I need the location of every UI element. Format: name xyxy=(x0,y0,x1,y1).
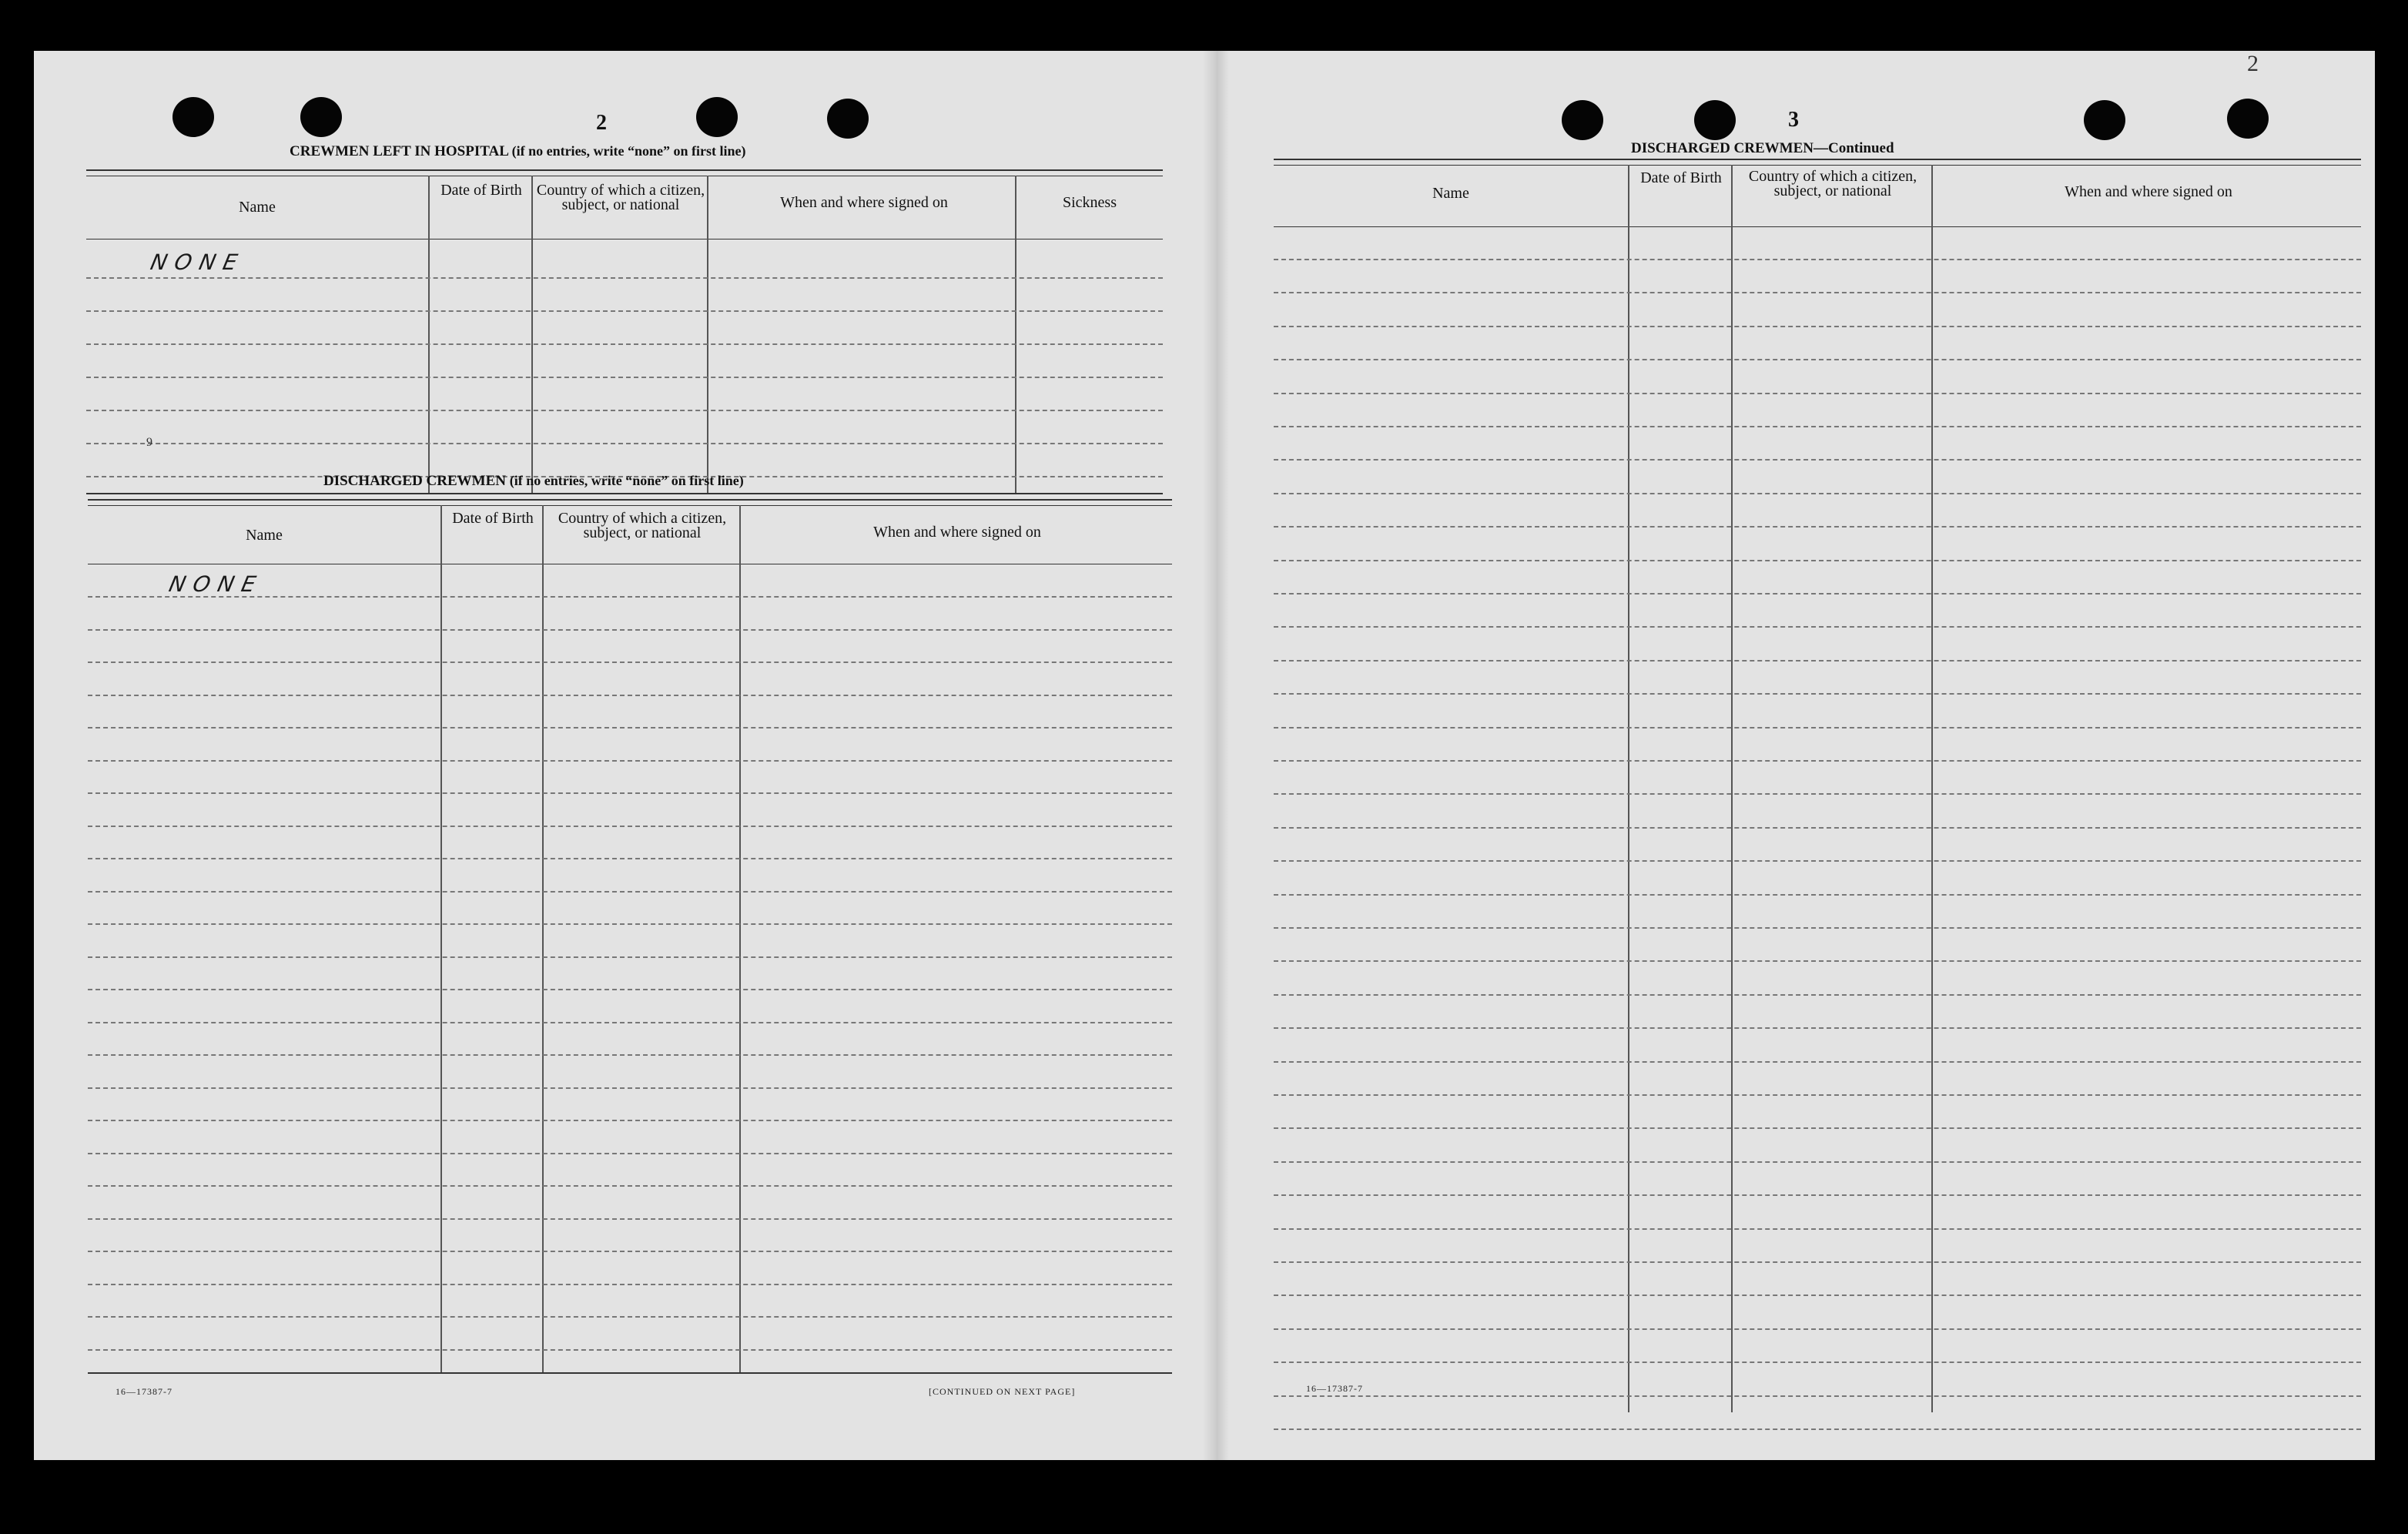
column-header-country: Country of which a citizen, subject, or national xyxy=(536,182,705,213)
entry-line xyxy=(88,923,1172,925)
punch-hole xyxy=(2084,100,2125,140)
entry-line xyxy=(86,443,1163,444)
entry-line xyxy=(1274,660,2361,661)
section-title-note: (if no entries, write “none” on first line) xyxy=(509,473,744,488)
entry-line xyxy=(86,310,1163,312)
entry-line xyxy=(88,695,1172,696)
table-rule xyxy=(88,499,1172,501)
entry-line xyxy=(1274,927,2361,929)
document-sheet xyxy=(34,51,2375,1460)
entry-line xyxy=(1274,1428,2361,1430)
entry-line xyxy=(1274,626,2361,628)
entry-line xyxy=(88,1284,1172,1285)
column-divider xyxy=(739,505,741,1372)
entry-line xyxy=(88,956,1172,958)
entry-line xyxy=(88,760,1172,762)
table-rule xyxy=(1274,226,2361,227)
entry-line xyxy=(1274,894,2361,896)
entry-line xyxy=(1274,1127,2361,1129)
column-divider xyxy=(707,176,708,494)
column-header-country: Country of which a citizen, subject, or national xyxy=(1748,168,1917,199)
entry-line xyxy=(1274,1295,2361,1296)
entry-line xyxy=(1274,827,2361,829)
entry-line xyxy=(88,858,1172,859)
punch-hole xyxy=(300,97,342,137)
column-header-name: Name xyxy=(239,199,276,216)
section-title-note: (if no entries, write “none” on first line) xyxy=(511,143,746,159)
handwritten-entry: NONE xyxy=(148,250,248,275)
column-divider xyxy=(1731,165,1733,1412)
section-title xyxy=(290,143,746,160)
entry-line xyxy=(1274,493,2361,494)
entry-line xyxy=(1274,1228,2361,1230)
page-number: 3 xyxy=(1788,108,1799,132)
entry-line xyxy=(86,410,1163,411)
entry-line xyxy=(1274,292,2361,293)
table-rule xyxy=(86,169,1163,171)
punch-hole xyxy=(1562,100,1603,140)
column-header-sickness: Sickness xyxy=(1063,194,1117,211)
entry-line xyxy=(1274,760,2361,762)
column-header-name: Name xyxy=(246,527,283,544)
entry-line xyxy=(1274,1094,2361,1096)
hospital-table xyxy=(86,169,1163,497)
column-divider xyxy=(1628,165,1629,1412)
entry-line xyxy=(88,826,1172,827)
column-divider xyxy=(1931,165,1933,1412)
punch-hole xyxy=(1694,100,1736,140)
entry-line xyxy=(88,661,1172,663)
entry-line xyxy=(88,1251,1172,1252)
entry-line xyxy=(1274,793,2361,795)
entry-line xyxy=(1274,326,2361,327)
punch-hole xyxy=(827,99,869,139)
entry-line xyxy=(1274,426,2361,427)
discharged-table xyxy=(88,499,1172,1377)
entry-line xyxy=(1274,727,2361,728)
table-rule xyxy=(88,1372,1172,1374)
entry-line xyxy=(1274,1027,2361,1029)
entry-line xyxy=(88,1054,1172,1056)
page-number: 2 xyxy=(596,111,607,135)
column-divider xyxy=(531,176,533,494)
entry-line xyxy=(1274,526,2361,528)
column-header-signed-on: When and where signed on xyxy=(2065,183,2232,200)
discharged-continued-table xyxy=(1274,159,2361,1422)
section-title: DISCHARGED CREWMEN—Continued xyxy=(1631,140,1894,156)
entry-line xyxy=(88,1022,1172,1023)
entry-line xyxy=(1274,1395,2361,1397)
margin-mark: 9 xyxy=(146,436,152,449)
column-header-date-of-birth: Date of Birth xyxy=(452,510,534,527)
table-rule xyxy=(88,505,1172,506)
column-header-date-of-birth: Date of Birth xyxy=(1640,169,1722,186)
form-number: 16—17387-7 xyxy=(116,1386,172,1397)
entry-line xyxy=(88,1218,1172,1220)
entry-line xyxy=(1274,860,2361,862)
column-header-signed-on: When and where signed on xyxy=(873,524,1041,541)
entry-line xyxy=(1274,1061,2361,1063)
entry-line xyxy=(88,891,1172,893)
entry-line xyxy=(1274,960,2361,962)
entry-line xyxy=(86,277,1163,279)
entry-line xyxy=(86,377,1163,378)
entry-line xyxy=(1274,359,2361,360)
section-title-text: CREWMEN LEFT IN HOSPITAL xyxy=(290,143,508,159)
entry-line xyxy=(88,727,1172,728)
entry-line xyxy=(88,1349,1172,1351)
entry-line xyxy=(1274,259,2361,260)
entry-line xyxy=(1274,1194,2361,1196)
section-title-text: DISCHARGED CREWMEN xyxy=(323,473,506,489)
column-divider xyxy=(542,505,544,1372)
page-fold xyxy=(1203,51,1229,1460)
section-title xyxy=(323,473,744,490)
entry-line xyxy=(1274,1328,2361,1330)
table-rule xyxy=(1274,159,2361,160)
entry-line xyxy=(1274,693,2361,695)
punch-hole xyxy=(172,97,214,137)
column-header-name: Name xyxy=(1432,185,1469,202)
column-divider xyxy=(440,505,442,1372)
entry-line xyxy=(88,1087,1172,1089)
column-divider xyxy=(1015,176,1016,494)
entry-line xyxy=(88,629,1172,631)
entry-line xyxy=(86,343,1163,345)
entry-line xyxy=(1274,1362,2361,1363)
handwritten-entry: NONE xyxy=(166,571,266,597)
table-rule xyxy=(1274,165,2361,166)
table-rule xyxy=(86,493,1163,494)
entry-line xyxy=(88,1316,1172,1318)
column-header-date-of-birth: Date of Birth xyxy=(440,182,522,199)
entry-line xyxy=(88,989,1172,990)
entry-line xyxy=(88,792,1172,794)
column-header-country: Country of which a citizen, subject, or national xyxy=(558,510,727,541)
entry-line xyxy=(88,1120,1172,1121)
form-number: 16—17387-7 xyxy=(1306,1383,1363,1394)
entry-line xyxy=(88,1153,1172,1154)
entry-line xyxy=(1274,1161,2361,1163)
column-divider xyxy=(428,176,430,494)
entry-line xyxy=(1274,459,2361,461)
entry-line xyxy=(1274,994,2361,996)
column-header-signed-on: When and where signed on xyxy=(780,194,948,211)
punch-hole xyxy=(696,97,738,137)
entry-line xyxy=(1274,393,2361,394)
entry-line xyxy=(1274,1261,2361,1263)
punch-hole xyxy=(2227,99,2269,139)
entry-line xyxy=(88,1185,1172,1187)
entry-line xyxy=(1274,560,2361,561)
entry-line xyxy=(1274,593,2361,595)
corner-mark: 2 xyxy=(2247,51,2259,76)
continued-note: [CONTINUED ON NEXT PAGE] xyxy=(929,1386,1076,1397)
